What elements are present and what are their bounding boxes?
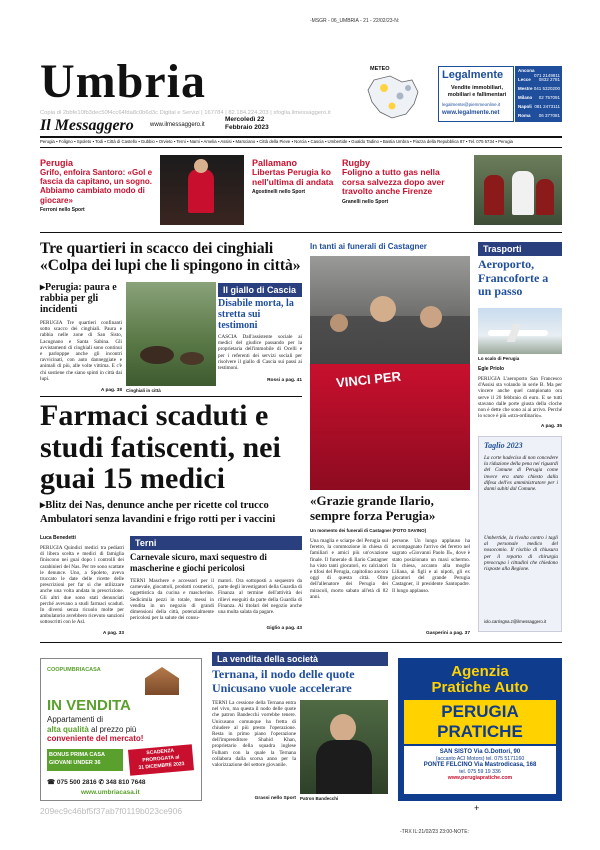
address-rule: [40, 147, 562, 148]
cascia-author[interactable]: Rossi a pag. 41: [267, 378, 302, 383]
coop-copy-2a: alta qualità: [47, 724, 89, 734]
legalmente-city: Lecce: [518, 77, 531, 82]
coop-phone-2: 348 810 7648: [105, 779, 146, 786]
agenzia-title-1: Agenzia: [451, 663, 509, 680]
trasporti-caption: Lo scalo di Perugia: [478, 356, 520, 361]
trasporti-photo: [478, 308, 562, 354]
coop-phones[interactable]: [47, 778, 146, 786]
trasporti-body: PERUGIA L'aeroporto San Francesco d'Assisi sta volando in serie B. Ma per vincere anche quel campionato ora serve il 20 febbraio di euro. E se tutti stavano dalle porte giusta della cloche non è dette che sono ai ai arrivo. Perché lo scoce è più «stra-ordinario».: [478, 376, 562, 420]
masthead-rule: [40, 136, 562, 138]
castagner-body-1: Una maglia e sciarpe del Perugia sul feretro, la commozione in chiesa di familiari e amici più un'ovazione finale. Il funerale di Ilario Castagner ha visto tanti giocatori, ex calciatori e tifosi del Perugia, capitolino ancora oggi di questa città. Oltre dell'allenatore dei Perugia dei miracoli, morto sabato all'età di 82 anni.: [310, 538, 388, 600]
cascia-kicker: Il giallo di Cascia: [218, 283, 302, 297]
teaser-author: Agostinelli nello Sport: [252, 189, 306, 195]
legalmente-tagline: [442, 85, 512, 98]
agenzia-name-1: PERUGIA: [441, 702, 519, 721]
agenzia-title: [398, 664, 562, 696]
bottom-rule: [40, 642, 562, 643]
legalmente-ad[interactable]: [438, 66, 514, 122]
footer-hash: 209ec9c46bf5f37ab7f0119b023ce906: [40, 806, 183, 816]
agenzia-addr-1b: (accanto ACI Motors) tel. 075 5171160: [435, 755, 525, 762]
vendita-caption: Patron Bandecchi: [300, 796, 339, 801]
lead-photo-caption: Cinghiali in città: [126, 388, 161, 393]
vendita-body: TERNI La cessione della Ternana entra nel vivo, ma questa il nodo delle quote che patron Bandecchi vorrebbe tenere. Unicusano comunque ha fretta di chiudere al più presto l'operazione. Resta in primo piano l'operazione dell'imprenditore Shahid Khan, proprietario della squadra inglese Fulham con la quale la Ternana collabora dalla scorsa anno per la valorizzazione del settore giovanile.: [212, 700, 296, 769]
vendita-author[interactable]: Grassi nello Sport: [254, 796, 296, 801]
coop-deadline-1: SCADENZA: [146, 747, 175, 757]
vendita-photo: [300, 700, 388, 794]
legalmente-phone[interactable]: 02 757091: [538, 95, 560, 100]
teaser-pallamano[interactable]: [252, 158, 334, 195]
cascia-body: CASCIA Dall'assistente sociale ai medici del giudice passando per la proprietaria dell'immobile di Ocelli e per i referenti dei servizi sociali per risolvere il giallo di Cascia sui passi ai testimoni.: [218, 334, 302, 372]
trasporti-page-ref[interactable]: A pag. 35: [540, 424, 562, 429]
issue-date: [225, 116, 269, 132]
taglio-box: [478, 436, 562, 632]
coop-title: IN VENDITA: [47, 697, 131, 714]
legalmente-email[interactable]: legalmente@piemmeonline.it: [442, 102, 501, 107]
teaser-author: Ferroni nello Sport: [40, 206, 85, 213]
legalmente-tagline-1: Vendite immobiliari,: [451, 85, 503, 91]
main-author: Luca Benedetti: [40, 535, 76, 541]
main-top-rule: [40, 396, 302, 397]
coop-web[interactable]: www.umbriacasa.it: [81, 789, 140, 796]
legalmente-phone-row: [518, 86, 560, 91]
teaser-author: Granelli nello Sport: [342, 198, 389, 205]
agenzia-title-2: Pratiche Auto: [431, 679, 529, 696]
agenzia-web[interactable]: www.perugiapratiche.com: [447, 775, 513, 781]
address-line: Perugia ▪ Foligno ▪ Spoleto ▪ Todi ▪ Città di Castello ▪ Gubbio ▪ Orvieto ▪ Terni ▪ Narni ▪ Amelia ▪ Assisi ▪ Marsciano ▪ Città della Pieve ▪ Norcia ▪ Cascia ▪ Umbertide ▪ Gualdo Tadino ▪ Bastia Umbra ▪ Piazza della Repubblica 87 ▪ Tel. 075 5734 ▪ Perugia: [40, 139, 513, 144]
trasporti-headline[interactable]: Aeroporto, Francoforte a un passo: [478, 257, 549, 298]
house-icon: [145, 667, 179, 695]
terni-body-1: TERNI Maschere e accessori per il carnevale, giocattoli, prodotti cosmetici, oggettistica da cucina e mascherine. Sedicimila pezzi in totale, messi in vendita in un negozio di grandi dimensioni della città, potenzialmente pericolosi per la salute dei consu-: [130, 578, 214, 622]
teaser-rugby-photo: [474, 155, 562, 225]
teaser-title: Libertas Perugia ko nell'ultima di andata: [252, 167, 334, 187]
taglio-text-2: Umbertide, la rivolta contro i tagli al personale medico del nosocomio. Il rischio di chiusura per il reparto di chirurgia preoccupa i cittadini che chiedono risposte alla Regione.: [484, 535, 558, 573]
coop-copy-1: Appartamenti di: [47, 715, 104, 724]
lead-subheadline: ▸Perugia: paura e rabbia per gli incidenti: [40, 282, 117, 315]
castagner-kicker: In tanti ai funerali di Castagner: [310, 242, 427, 251]
issue-date-month: Febbraio 2023: [225, 124, 269, 131]
digital-watermark: Copia di 2bbfe10fb3dec50f4cc64fda8c0b6d3c Digital e Servizi | 167784 | 82.184.224.203 | sfoglia.ilmessaggero.it: [40, 110, 331, 116]
print-code: -MSGR - 06_UMBRIA - 21 - 22/02/23-N:: [310, 18, 400, 24]
agenzia-addr-2b: tel. 075 59 19 336: [459, 768, 501, 775]
terni-headline[interactable]: Carnevale sicuro, maxi sequestro di mascherine e giochi pericolosi: [130, 552, 267, 573]
teaser-title: Grifo, enfoira Santoro: «Gol e fascia da capitano, un sogno. Abbiamo cambiato modo di giocare»: [40, 168, 153, 205]
teaser-perugia-photo: [160, 155, 244, 225]
castagner-body-2: persone. Un lungo applauso ha accompagnato l'arrivo del feretro nel sagrato «Giovanni Paolo II», dove è stato posizionato un maxi schermo. In chiesa, accanto alla moglie Liliana, ai figli e ai nipoti, gli ex giocatori del grande Perugia Castagner, il presidente Santopadre. Il lungo applauso.: [392, 538, 470, 594]
taglio-kicker: Taglio 2023: [484, 441, 523, 450]
agenzia-ad[interactable]: [398, 658, 562, 801]
legalmente-phone[interactable]: 06 377081: [538, 113, 560, 118]
agenzia-addr-1: SAN SISTO Via G.Dottori, 90: [439, 749, 521, 755]
legalmente-phone[interactable]: 0832 2781: [538, 77, 560, 82]
lead-headline[interactable]: Tre quartieri in scacco dei cinghiali «Colpa dei lupi che li spingono in città»: [40, 240, 301, 274]
main-subheadline-2: Ambulatori senza lavandini e frigo rotti per i vaccini: [40, 514, 276, 525]
legalmente-phone-row: [518, 104, 560, 109]
main-page-ref[interactable]: A pag. 33: [102, 631, 124, 636]
vendita-kicker: La vendita della società: [212, 652, 388, 666]
cascia-headline[interactable]: Disabile morta, la stretta sui testimoni: [218, 298, 294, 331]
lead-body: PERUGIA Tre quartieri confinanti sotto scacco dei cinghiali. Paura e rabbia nelle zone di San Sisto, Lacugnano e Santa Sabina. Gli avvistamenti di cinghiali sono continui e parlopppe anche gli incontri ravvicinati, con auto danneggiate e animali di più, alle volte vittima. E c'è chi sostiene che siano spinti in città dai lupi.: [40, 320, 122, 382]
terni-author[interactable]: Giglio a pag. 43: [266, 626, 302, 631]
agenzia-addr-2: PONTE FELCINO Via Mastrodicasa, 168: [423, 762, 537, 768]
teaser-rule: [40, 232, 562, 233]
newspaper-url[interactable]: www.ilmessaggero.it: [150, 122, 205, 128]
legalmente-city: Napoli: [518, 104, 532, 109]
teaser-kicker: Perugia: [40, 158, 74, 168]
castagner-author[interactable]: Gasperini a pag. 37: [426, 631, 470, 636]
legalmente-city: Milano: [518, 95, 533, 100]
main-subheadline-1: ▸Blitz dei Nas, denunce anche per ricette col trucco: [40, 500, 269, 511]
masthead-title: Umbria: [40, 55, 206, 108]
teaser-kicker: Rugby: [342, 158, 370, 168]
coop-deadline-2: PROROGATA al: [142, 754, 180, 764]
legalmente-phones: [515, 66, 562, 122]
legalmente-phone[interactable]: 081 2473111: [534, 104, 560, 109]
legalmente-phone[interactable]: 071 2149811: [534, 73, 560, 78]
teaser-perugia[interactable]: [40, 158, 158, 213]
main-headline[interactable]: Farmaci scaduti e studi fatiscenti, nei guai 15 medici: [40, 399, 281, 495]
castagner-banner-text: VINCI PER: [335, 368, 402, 391]
teaser-title: Foligno a tutto gas nella corsa salvezza dopo aver travolto anche Firenze: [342, 167, 445, 196]
legalmente-phone[interactable]: 041 5320200: [533, 86, 560, 91]
agenzia-name-2: PRATICHE: [437, 722, 523, 741]
coop-bonus: [47, 749, 123, 771]
legalmente-city: Mestre: [518, 86, 533, 91]
teaser-kicker: Pallamano: [252, 158, 298, 168]
agenzia-addresses: [404, 746, 556, 794]
legalmente-web[interactable]: www.legalmente.net: [442, 110, 500, 116]
legalmente-phone-row: [518, 95, 560, 100]
coop-deadline-3: 31 DICEMBRE 2023: [138, 760, 185, 771]
terni-kicker: Terni: [130, 536, 302, 550]
trasporti-kicker: Trasporti: [478, 242, 562, 256]
trasporti-author: Egle Priolo: [478, 366, 505, 372]
coop-brand: COOPUMBRIACASA: [47, 667, 101, 673]
legalmente-brand: Legalmente: [442, 69, 504, 81]
main-body: PERUGIA Quindici medici tra pediatri di libera scelta e medici di famiglia finiscono nei guai dopo i controlli dei carabinieri del Nas. Per tre sono scattate le denunce. Uno, a Spoleto, aveva truccato le date delle ricette delle prescrizioni per far sì che utilizzare anche una volta andata in prescrizione. Gli altri due sono stati denunciati perché avevano a studi farmaci scaduti. In diversi senza ricuolo molte per ambulatorio avrebbero ricevuto sanzioni sottoscritti con le Asl.: [40, 545, 124, 626]
taglio-text-1: La corte hadeciso di non concedere la riduzione della pena nei riguardi del Comune di Perugia come invece era stato chiesto dalla difesa dell'ex amministratore per i danni subiti dal Comune.: [484, 455, 559, 493]
coop-copy: [47, 715, 197, 744]
terni-body-2: matori. Ora sottoposti a sequestro da parte degli investigatori della Guardia di Finanza al termine dell'attività dei rilievi eseguiti da parte della Guardia di Finanza. Ai titolari del negozio anche una multa salata da pagare.: [218, 578, 302, 616]
taglio-email[interactable]: iolo.carrisgna.z@ilmessaggero.it: [484, 619, 547, 624]
lead-page-ref[interactable]: A pag. 38: [100, 388, 122, 393]
vendita-headline[interactable]: Ternana, il nodo delle quote Unicusano vuole accelerare: [212, 667, 355, 695]
coop-copy-2b: al prezzo più: [88, 724, 137, 734]
legalmente-city: Ancona: [518, 68, 535, 73]
newspaper-name: Il Messaggero: [40, 117, 134, 134]
agenzia-name: [404, 700, 556, 744]
meteo-label: METEO: [370, 66, 390, 72]
issue-date-day: Mercoledì 22: [225, 116, 265, 123]
mobile-icon: ✆: [98, 779, 106, 786]
coop-deadline: [128, 744, 194, 775]
castagner-caption: Un momento dei funerali di Castagner (FOTO SAVINO): [310, 528, 427, 533]
weather-map-icon[interactable]: [362, 72, 424, 122]
castagner-headline[interactable]: «Grazie grande Ilario, sempre forza Perugia»: [310, 493, 436, 523]
legalmente-city: Roma: [518, 113, 531, 118]
legalmente-tagline-2: mobiliari e fallimentari: [447, 91, 507, 98]
coop-bonus-1: BONUS PRIMA CASA: [49, 752, 106, 758]
castagner-photo: [310, 256, 470, 490]
coop-phone-1: 075 500 2816: [56, 779, 97, 786]
crop-mark-icon: +: [474, 803, 480, 813]
lead-photo: [126, 282, 216, 386]
coop-ad[interactable]: [40, 658, 202, 801]
coop-bonus-2: GIOVANI UNDER 36: [49, 760, 101, 766]
coop-copy-3: conveniente del mercato!: [47, 734, 144, 743]
footer-code: -TRX IL:21/02/23 23:00-NOTE:: [400, 829, 469, 835]
teaser-rugby[interactable]: [342, 158, 460, 205]
legalmente-phone-row: [518, 113, 560, 118]
legalmente-phone-row: [518, 77, 560, 82]
phone-icon: ☎: [47, 779, 57, 786]
